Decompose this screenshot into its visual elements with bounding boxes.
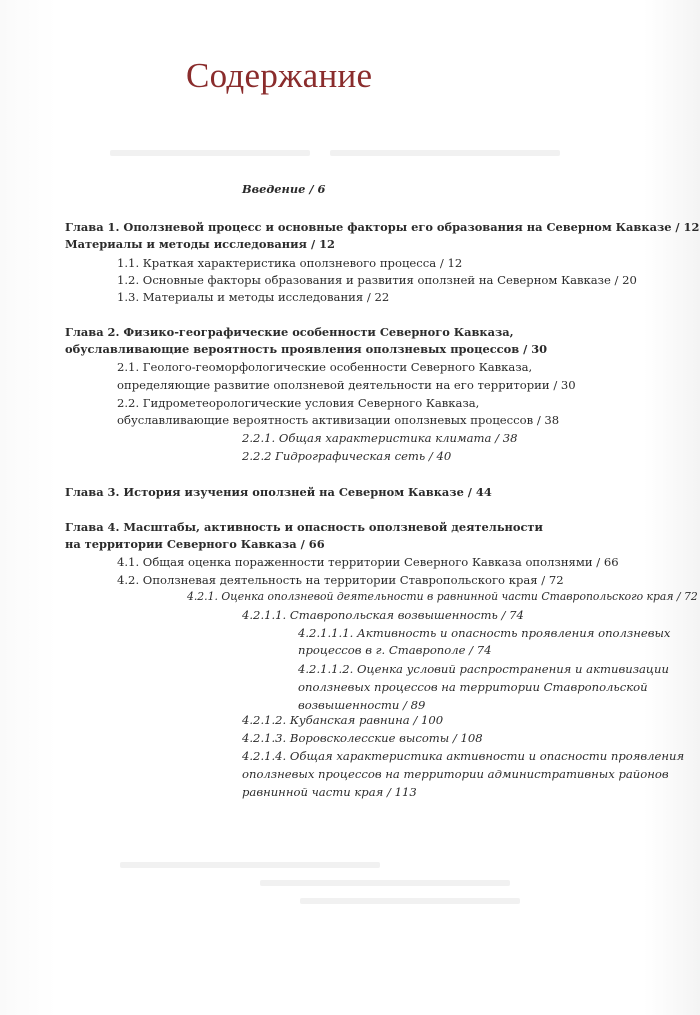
toc-subsubitem: возвышенности / 89 [298,698,426,712]
toc-subsubitem: 4.2.1.1.1. Активность и опасность проявления оползневых [298,626,671,640]
bleed-through-mark [110,150,310,156]
toc-subitem: 4.2.1. Оценка оползневой деятельности в равнинной части Ставропольского края / 72 [187,590,698,603]
toc-item: обуславливающие вероятность активизации оползневых процессов / 38 [117,413,560,427]
toc-subitem: 2.2.1. Общая характеристика климата / 38 [242,431,518,445]
bleed-through-mark [260,880,510,886]
toc-subitem: 4.2.1.2. Кубанская равнина / 100 [242,713,444,727]
toc-intro: Введение / 6 [242,182,326,196]
bleed-through-mark [300,898,520,904]
chapter-2-title-cont: обуславливающие вероятность проявления оползневых процессов / 30 [65,342,548,356]
toc-subsubitem: 4.2.1.1.2. Оценка условий распространения и активизации [298,662,669,676]
bleed-through-mark [120,862,380,868]
chapter-4-title-cont: на территории Северного Кавказа / 66 [65,537,325,551]
toc-subitem: 2.2.2 Гидрографическая сеть / 40 [242,449,452,463]
chapter-1-title: Глава 1. Оползневой процесс и основные факторы его образования на Северном Кавказе / 12 [65,220,700,234]
toc-item: 4.2. Оползневая деятельность на территории Ставропольского края / 72 [117,573,564,587]
toc-subitem: 4.2.1.3. Воровсколесские высоты / 108 [242,731,483,745]
chapter-3-title: Глава 3. История изучения оползней на Северном Кавказе / 44 [65,485,492,499]
toc-item: определяющие развитие оползневой деятельности на его территории / 30 [117,378,576,392]
toc-item: 1.2. Основные факторы образования и развития оползней на Северном Кавказе / 20 [117,273,637,287]
chapter-2-title: Глава 2. Физико-географические особенности Северного Кавказа, [65,325,514,339]
toc-item: 2.2. Гидрометеорологические условия Северного Кавказа, [117,396,480,410]
page-title: Содержание [186,56,373,95]
toc-subitem: 4.2.1.1. Ставропольская возвышенность / 74 [242,608,524,622]
toc-subitem: 4.2.1.4. Общая характеристика активности и опасности проявления [242,749,685,763]
toc-subsubitem: процессов в г. Ставрополе / 74 [298,643,492,657]
toc-item: 1.3. Материалы и методы исследования / 22 [117,290,390,304]
toc-item: 4.1. Общая оценка пораженности территории Северного Кавказа оползнями / 66 [117,555,619,569]
toc-subsubitem: оползневых процессов на территории Ставропольской [298,680,648,694]
toc-item: 2.1. Геолого-геоморфологические особенности Северного Кавказа, [117,360,533,374]
bleed-through-mark [330,150,560,156]
toc-subitem: оползневых процессов на территории административных районов [242,767,669,781]
toc-subitem: равнинной части края / 113 [242,785,417,799]
toc-item: 1.1. Краткая характеристика оползневого процесса / 12 [117,256,463,270]
chapter-4-title: Глава 4. Масштабы, активность и опасность оползневой деятельности [65,520,543,534]
chapter-1-subtitle: Материалы и методы исследования / 12 [65,237,335,251]
